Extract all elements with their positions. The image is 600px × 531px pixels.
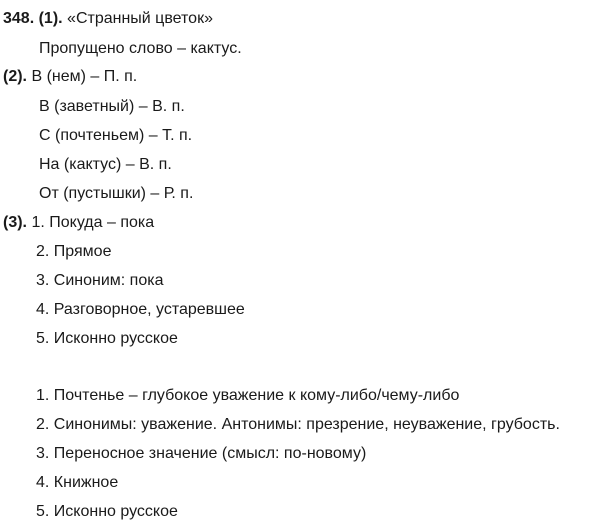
part2-item: В (нем) – П. п. [31,68,138,85]
part2-item: От (пустышки) – Р. п. [39,185,194,202]
list-a-item: 4. Разговорное, устаревшее [36,301,245,318]
part2-first-line [3,67,137,87]
part2-item: В (заветный) – В. п. [39,98,185,115]
part3-first-line [3,213,154,233]
list-a-item: 5. Исконно русское [36,330,178,347]
list-a-item: 1. Покуда – пока [31,214,155,231]
part2-item: На (кактус) – В. п. [39,156,172,173]
part1-marker: (1). [38,10,63,27]
list-a-item: 3. Синоним: пока [36,272,164,289]
list-b-item: 2. Синонимы: уважение. Антонимы: презрение, неуважение, грубость. [36,416,560,433]
list-b-item: 3. Переносное значение (смысл: по-новому) [36,445,367,462]
list-b-item: 1. Почтенье – глубокое уважение к кому-либо/чему-либо [36,387,460,404]
part2-marker: (2). [3,68,27,85]
list-b-item: 4. Книжное [36,474,119,491]
missing-word-line: Пропущено слово – кактус. [39,40,242,57]
exercise-heading [3,9,213,29]
story-title: «Странный цветок» [67,10,213,27]
list-b-item: 5. Исконно русское [36,503,178,520]
exercise-number: 348. [3,10,35,27]
part3-marker: (3). [3,214,27,231]
list-a-item: 2. Прямое [36,243,112,260]
part2-item: С (почтеньем) – Т. п. [39,127,193,144]
